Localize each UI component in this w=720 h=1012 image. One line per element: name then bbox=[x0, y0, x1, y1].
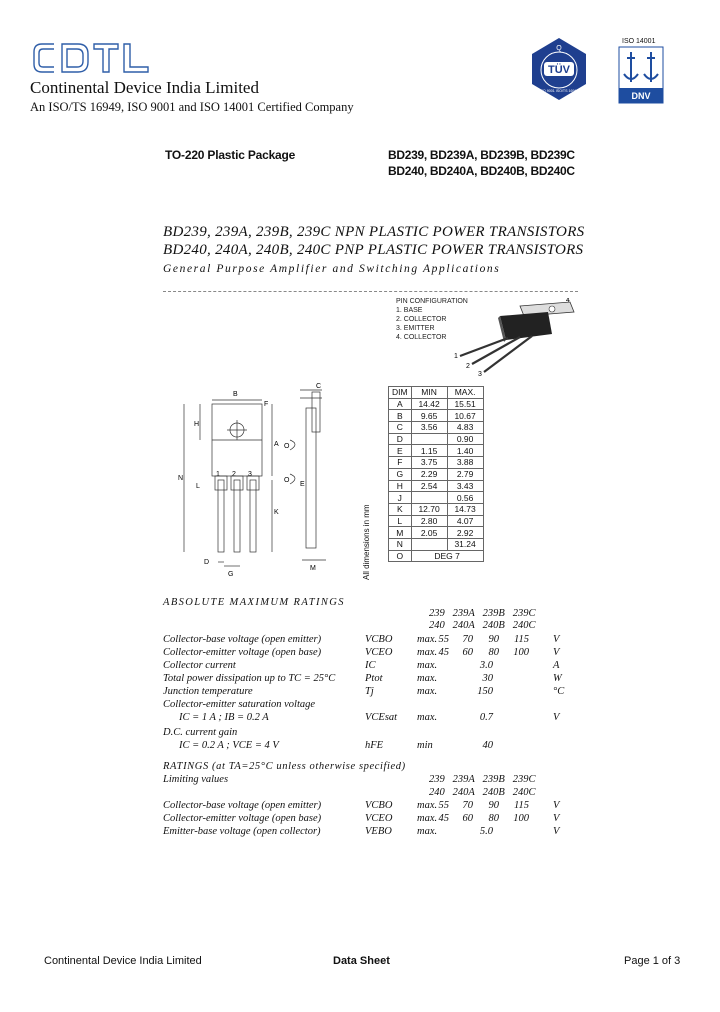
rating-symbol: VCBO bbox=[365, 800, 393, 811]
type-240: 240 bbox=[429, 787, 445, 798]
dim-cell: F bbox=[389, 457, 412, 469]
rating-qualifier: max. bbox=[417, 634, 438, 645]
rating-value: 0.7 bbox=[479, 712, 493, 723]
min-cell: 12.70 bbox=[411, 503, 447, 515]
rating-value: 150 bbox=[477, 686, 493, 697]
svg-text:3: 3 bbox=[478, 371, 482, 378]
section-divider bbox=[163, 291, 578, 292]
table-row bbox=[389, 515, 484, 527]
type-header-bottom bbox=[429, 620, 535, 631]
rating-symbol: VCEsat bbox=[365, 712, 398, 723]
max-cell: 2.79 bbox=[447, 468, 483, 480]
max-cell: 14.73 bbox=[447, 503, 483, 515]
angle-cell: DEG 7 bbox=[411, 550, 483, 562]
type-header-top bbox=[429, 608, 535, 619]
svg-text:O: O bbox=[284, 477, 290, 484]
min-cell: 2.80 bbox=[411, 515, 447, 527]
max-cell: 0.56 bbox=[447, 492, 483, 504]
dim-cell: N bbox=[389, 538, 412, 550]
ratings-subheading: Limiting values bbox=[163, 774, 229, 785]
rating-symbol: VEBO bbox=[365, 826, 392, 837]
max-cell: 15.51 bbox=[447, 398, 483, 410]
tuv-ring-text: ISO 9001 ISO/TS 16949 bbox=[539, 89, 579, 93]
rating-value: 30 bbox=[482, 673, 493, 684]
min-cell: 1.15 bbox=[411, 445, 447, 457]
rating-qualifier: max. bbox=[417, 647, 438, 658]
table-row bbox=[389, 457, 484, 469]
max-cell: 1.40 bbox=[447, 445, 483, 457]
dim-cell: K bbox=[389, 503, 412, 515]
rating-value: 115 bbox=[514, 800, 529, 811]
pin-2: 2. COLLECTOR bbox=[396, 316, 447, 323]
table-row bbox=[389, 445, 484, 457]
max-cell: 10.67 bbox=[447, 410, 483, 422]
package-3d-illustration bbox=[452, 298, 582, 378]
max-cell: 3.43 bbox=[447, 480, 483, 492]
min-cell: 3.75 bbox=[411, 457, 447, 469]
svg-text:4: 4 bbox=[566, 298, 570, 304]
min-cell bbox=[411, 492, 447, 504]
rating-symbol: VCBO bbox=[365, 634, 393, 645]
type-240a: 240A bbox=[452, 787, 475, 798]
table-row bbox=[389, 468, 484, 480]
rating-qualifier: max. bbox=[417, 813, 438, 824]
svg-text:D: D bbox=[204, 559, 210, 566]
svg-text:O: O bbox=[284, 443, 290, 450]
type-240b: 240B bbox=[482, 787, 505, 798]
svg-text:B: B bbox=[233, 391, 238, 398]
svg-text:1: 1 bbox=[454, 353, 458, 360]
part-numbers-npn: BD239, BD239A, BD239B, BD239C bbox=[388, 148, 575, 162]
rating-label: Collector-emitter voltage (open base) bbox=[163, 647, 322, 658]
svg-text:E: E bbox=[300, 481, 305, 488]
rating-qualifier: max. bbox=[417, 800, 438, 811]
min-cell bbox=[411, 433, 447, 445]
pin-1: 1. BASE bbox=[396, 307, 423, 314]
rating-label: Collector-base voltage (open emitter) bbox=[163, 634, 322, 645]
ratings-heading: RATINGS (at TA=25°C unless otherwise specified) bbox=[163, 761, 406, 772]
rating-unit: V bbox=[553, 647, 560, 658]
rating-symbol: VCEO bbox=[365, 813, 393, 824]
rating-value: 45 bbox=[438, 813, 449, 824]
type-239a: 239A bbox=[452, 608, 475, 619]
part-numbers-pnp: BD240, BD240A, BD240B, BD240C bbox=[388, 164, 575, 178]
package-type: TO-220 Plastic Package bbox=[165, 148, 296, 162]
rating-label: Emitter-base voltage (open collector) bbox=[163, 826, 321, 837]
rating-value: 115 bbox=[514, 634, 529, 645]
dim-cell: O bbox=[389, 550, 412, 562]
dim-cell: L bbox=[389, 515, 412, 527]
min-cell bbox=[411, 538, 447, 550]
rating-unit: A bbox=[553, 660, 560, 671]
pin-4: 4. COLLECTOR bbox=[396, 334, 447, 341]
company-name: Continental Device India Limited bbox=[30, 78, 259, 97]
type-239a: 239A bbox=[452, 774, 475, 785]
table-row bbox=[389, 410, 484, 422]
rating-value: 5.0 bbox=[479, 826, 493, 837]
svg-text:1: 1 bbox=[216, 471, 220, 478]
type-239b: 239B bbox=[482, 608, 505, 619]
rating-unit: V bbox=[553, 800, 560, 811]
rating-value: 3.0 bbox=[479, 660, 493, 671]
rating-value: 90 bbox=[488, 800, 499, 811]
rating-qualifier: max. bbox=[417, 712, 438, 723]
tuv-label: TÜV bbox=[548, 64, 570, 76]
type-240c: 240C bbox=[512, 620, 536, 631]
rating-value: 55 bbox=[438, 800, 449, 811]
rating-unit: V bbox=[553, 712, 560, 723]
type-240a: 240A bbox=[452, 620, 475, 631]
rating-value: 55 bbox=[438, 634, 449, 645]
rating-label: Collector-emitter voltage (open base) bbox=[163, 813, 322, 824]
svg-text:H: H bbox=[194, 421, 200, 428]
rating-value: 70 bbox=[462, 800, 473, 811]
tuv-certification-badge bbox=[526, 36, 592, 102]
type-240: 240 bbox=[429, 620, 445, 631]
svg-text:A: A bbox=[274, 441, 279, 448]
rating-value: 60 bbox=[462, 813, 473, 824]
rating-value: 100 bbox=[513, 647, 529, 658]
rating-unit: V bbox=[553, 813, 560, 824]
rating-label: Collector-emitter saturation voltage bbox=[163, 699, 316, 710]
subtitle: General Purpose Amplifier and Switching Applications bbox=[163, 263, 501, 275]
table-row bbox=[389, 480, 484, 492]
rating-value: 60 bbox=[462, 647, 473, 658]
rating-label: D.C. current gain bbox=[163, 727, 238, 738]
rating-qualifier: max. bbox=[417, 686, 438, 697]
title-npn: BD239, 239A, 239B, 239C NPN PLASTIC POWER TRANSISTORS bbox=[163, 224, 585, 240]
rating-qualifier: min bbox=[417, 740, 433, 751]
rating-qualifier: max. bbox=[417, 673, 438, 684]
rating-qualifier: max. bbox=[417, 826, 438, 837]
svg-text:F: F bbox=[264, 401, 269, 408]
dim-cell: B bbox=[389, 410, 412, 422]
rating-value: 100 bbox=[513, 813, 529, 824]
certification-line: An ISO/TS 16949, ISO 9001 and ISO 14001 Certified Company bbox=[30, 100, 354, 114]
rating-label: Collector current bbox=[163, 660, 236, 671]
min-cell: 9.65 bbox=[411, 410, 447, 422]
rating-value: 80 bbox=[488, 813, 499, 824]
dim-cell: C bbox=[389, 422, 412, 434]
table-row bbox=[389, 422, 484, 434]
rating-label: Total power dissipation up to TC = 25°C bbox=[163, 673, 336, 684]
type-239b: 239B bbox=[482, 774, 505, 785]
table-row bbox=[389, 527, 484, 539]
cdil-logo bbox=[32, 38, 152, 78]
dim-cell: A bbox=[389, 398, 412, 410]
rating-value: 45 bbox=[438, 647, 449, 658]
max-cell: 4.83 bbox=[447, 422, 483, 434]
rating-condition: IC = 1 A ; IB = 0.2 A bbox=[179, 712, 269, 723]
dim-cell: E bbox=[389, 445, 412, 457]
rating-value: 70 bbox=[462, 634, 473, 645]
rating-label: Collector-base voltage (open emitter) bbox=[163, 800, 322, 811]
svg-text:M: M bbox=[310, 565, 316, 572]
ratings-type-header-top bbox=[429, 774, 535, 785]
iso-label: ISO 14001 bbox=[622, 38, 656, 45]
package-outline-drawing bbox=[160, 380, 370, 580]
min-cell: 3.56 bbox=[411, 422, 447, 434]
rating-unit: V bbox=[553, 826, 560, 837]
footer-doc-type: Data Sheet bbox=[333, 955, 390, 967]
max-cell: 4.07 bbox=[447, 515, 483, 527]
min-cell: 2.29 bbox=[411, 468, 447, 480]
svg-text:Q: Q bbox=[556, 45, 562, 52]
rating-qualifier: max. bbox=[417, 660, 438, 671]
rating-unit: W bbox=[553, 673, 562, 684]
dimensions-header-row bbox=[389, 387, 484, 399]
rating-unit: V bbox=[553, 634, 560, 645]
dim-cell: M bbox=[389, 527, 412, 539]
dim-cell: G bbox=[389, 468, 412, 480]
type-240c: 240C bbox=[512, 787, 536, 798]
rating-condition: IC = 0.2 A ; VCE = 4 V bbox=[179, 740, 279, 751]
max-cell: 2.92 bbox=[447, 527, 483, 539]
pin-3: 3. EMITTER bbox=[396, 325, 435, 332]
type-239c: 239C bbox=[512, 608, 536, 619]
table-row bbox=[389, 398, 484, 410]
footer-page-number: Page 1 of 3 bbox=[624, 955, 681, 967]
svg-text:2: 2 bbox=[466, 363, 470, 370]
min-cell: 2.54 bbox=[411, 480, 447, 492]
ratings-type-header-bottom bbox=[429, 787, 535, 798]
table-row bbox=[389, 538, 484, 550]
title-pnp: BD240, 240A, 240B, 240C PNP PLASTIC POWER TRANSISTORS bbox=[163, 242, 584, 258]
svg-text:2: 2 bbox=[232, 471, 236, 478]
dim-cell: H bbox=[389, 480, 412, 492]
rating-label: Junction temperature bbox=[163, 686, 253, 697]
dnv-certification-badge bbox=[618, 46, 664, 104]
table-row bbox=[389, 433, 484, 445]
type-239c: 239C bbox=[512, 774, 536, 785]
svg-text:K: K bbox=[274, 509, 279, 516]
rating-symbol: Ptot bbox=[365, 673, 383, 684]
max-cell: 0.90 bbox=[447, 433, 483, 445]
pin-config-title: PIN CONFIGURATION bbox=[396, 298, 468, 305]
dim-cell: J bbox=[389, 492, 412, 504]
svg-text:L: L bbox=[196, 483, 200, 490]
svg-text:G: G bbox=[228, 571, 234, 578]
min-cell: 2.05 bbox=[411, 527, 447, 539]
min-cell: 14.42 bbox=[411, 398, 447, 410]
rating-symbol: Tj bbox=[365, 686, 374, 697]
type-239: 239 bbox=[429, 608, 445, 619]
dimensions-table bbox=[388, 386, 484, 562]
footer-company: Continental Device India Limited bbox=[44, 955, 202, 967]
rating-symbol: hFE bbox=[365, 740, 384, 751]
rating-unit: °C bbox=[553, 686, 565, 697]
svg-text:N: N bbox=[178, 475, 184, 482]
rating-value: 80 bbox=[488, 647, 499, 658]
rating-value: 90 bbox=[488, 634, 499, 645]
svg-text:3: 3 bbox=[248, 471, 252, 478]
rating-symbol: VCEO bbox=[365, 647, 393, 658]
min-header: MIN bbox=[411, 387, 447, 399]
dnv-label: DNV bbox=[631, 91, 651, 101]
rating-symbol: IC bbox=[365, 660, 376, 671]
dim-header: DIM bbox=[389, 387, 412, 399]
absolute-ratings-heading: ABSOLUTE MAXIMUM RATINGS bbox=[163, 597, 345, 608]
max-cell: 3.88 bbox=[447, 457, 483, 469]
max-header: MAX. bbox=[447, 387, 483, 399]
dim-cell: D bbox=[389, 433, 412, 445]
svg-text:C: C bbox=[316, 383, 322, 390]
type-239: 239 bbox=[429, 774, 445, 785]
table-row bbox=[389, 492, 484, 504]
type-240b: 240B bbox=[482, 620, 505, 631]
dimensions-unit-note: All dimensions in mm bbox=[362, 504, 371, 580]
table-row bbox=[389, 503, 484, 515]
max-cell: 31.24 bbox=[447, 538, 483, 550]
rating-value: 40 bbox=[482, 740, 493, 751]
table-row bbox=[389, 550, 484, 562]
